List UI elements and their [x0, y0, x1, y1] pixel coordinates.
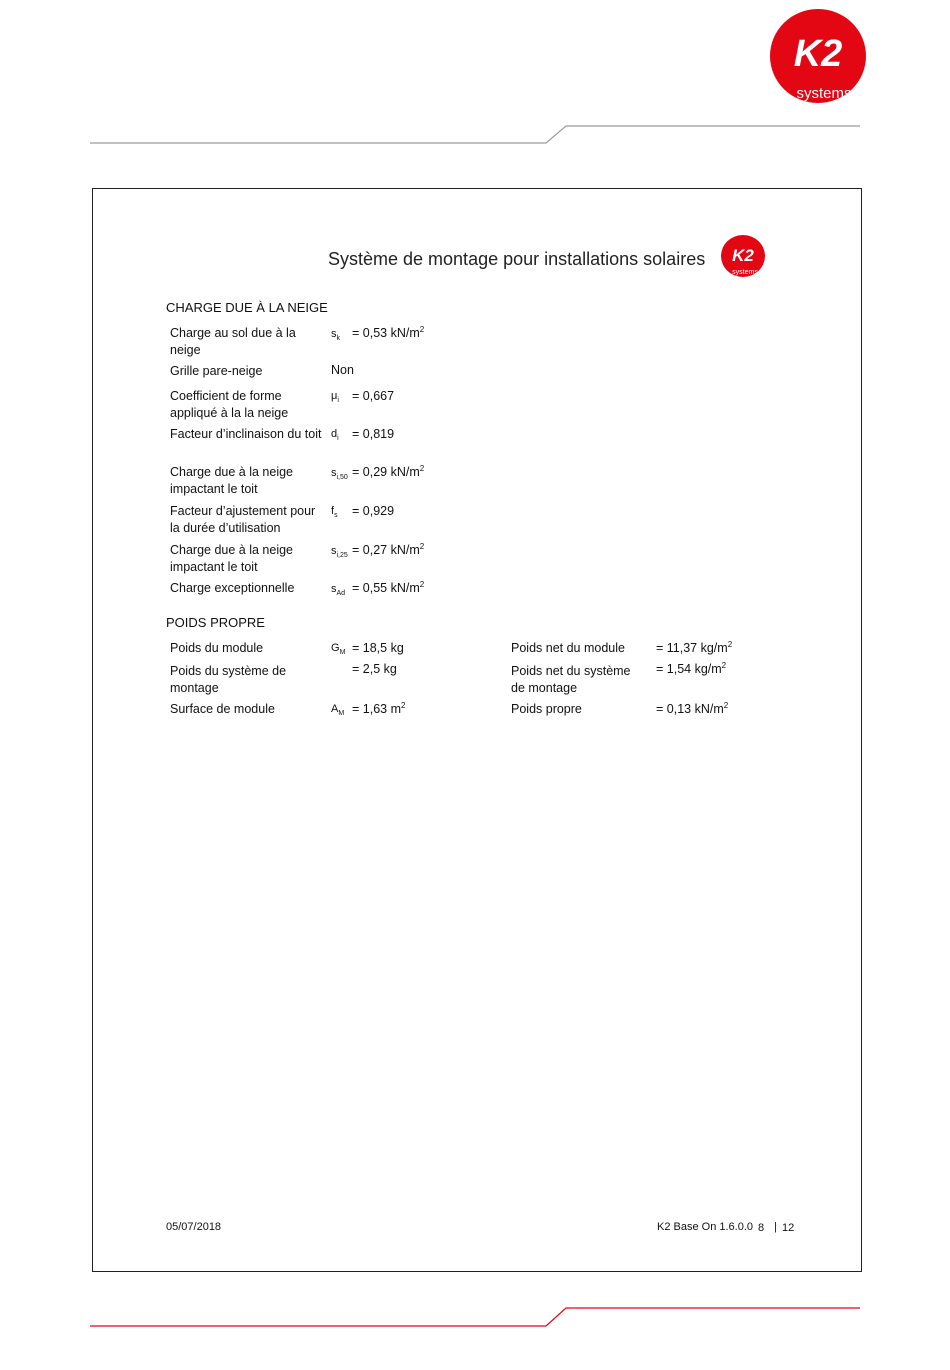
snow-row-symbol: $f_s$ — [331, 505, 338, 520]
weight-row-symbol: $G_M$ — [331, 642, 346, 657]
footer-rule — [0, 1290, 950, 1340]
footer-page-number: 8 — [758, 1222, 765, 1234]
weight-row-value: = 2,5 kg — [352, 662, 397, 677]
footer-date: 05/07/2018 — [166, 1221, 222, 1233]
snow-row-label: Charge au sol due à la neige — [170, 326, 296, 357]
snow-row-symbol: $s_{i,50}$ — [331, 467, 348, 482]
snow-row-symbol: $s_{i,25}$ — [331, 545, 348, 560]
weight-row-label: Poids du module — [170, 641, 264, 655]
snow-row-symbol: $s_{Ad}$ — [331, 583, 346, 598]
weight-section-heading: POIDS PROPRE — [166, 615, 265, 630]
footer-page-separator: | — [774, 1221, 777, 1233]
snow-row-label: Facteur d’ajustement pour la durée d’utilisation — [170, 504, 316, 535]
snow-section-heading: CHARGE DUE À LA NEIGE — [166, 300, 328, 315]
weight-row-value: = 0,13 $kN/m^2$ — [656, 701, 729, 717]
snow-row-value: = 0,929 — [352, 504, 395, 519]
snow-row-value: = 0,27 $kN/m^2$ — [352, 542, 425, 558]
snow-row-value: = 0,667 — [352, 389, 395, 404]
snow-row-label: Charge due à la neige impactant le toit — [170, 465, 294, 496]
logo-sub-text: systems — [796, 85, 852, 102]
logo-main-text: K2 — [793, 33, 843, 75]
snow-row-value: Non — [331, 363, 354, 377]
weight-row-symbol: $A_M$ — [331, 703, 345, 718]
weight-row-value: = 18,5 kg — [352, 641, 404, 656]
weight-row-value: = 1,54 $kg/m^2$ — [656, 661, 727, 677]
snow-row-label: Charge exceptionnelle — [170, 581, 295, 595]
weight-row-label: Poids du système de montage — [170, 664, 287, 695]
weight-row-label: Poids propre — [511, 702, 582, 716]
snow-row-symbol: $d_i$ — [331, 428, 339, 443]
weight-row-label: Poids net du module — [511, 641, 625, 655]
weight-row-label: Surface de module — [170, 702, 275, 716]
snow-row-label: Grille pare-neige — [170, 364, 263, 378]
snow-row-value: = 0,29 $kN/m^2$ — [352, 464, 425, 480]
snow-row-value: = 0,55 $kN/m^2$ — [352, 580, 425, 596]
snow-row-symbol: $s_k$ — [331, 328, 340, 343]
weight-row-value: = 11,37 $kg/m^2$ — [656, 640, 733, 656]
snow-row-label: Charge due à la neige impactant le toit — [170, 543, 294, 574]
snow-row-label: Coefficient de forme appliqué à la la neige — [170, 389, 289, 420]
snow-row-label: Facteur d’inclinaison du toit — [170, 427, 322, 441]
footer-page-total: 12 — [782, 1222, 795, 1234]
document-title: Système de montage pour installations solaires — [328, 249, 706, 269]
small-logo-main-text: K2 — [732, 246, 754, 265]
snow-row-value: = 0,819 — [352, 427, 395, 442]
footer-software: K2 Base On 1.6.0.0 — [657, 1221, 754, 1233]
snow-row-value: = 0,53 $kN/m^2$ — [352, 325, 425, 341]
weight-row-label: Poids net du système de montage — [511, 664, 631, 695]
small-logo-sub-text: systems — [732, 269, 758, 276]
header-rule — [0, 0, 950, 160]
weight-row-value: = 1,63 $m^2$ — [352, 701, 406, 717]
snow-row-symbol: $\mu_i$ — [331, 390, 339, 405]
k2-systems-small-logo — [720, 234, 766, 278]
